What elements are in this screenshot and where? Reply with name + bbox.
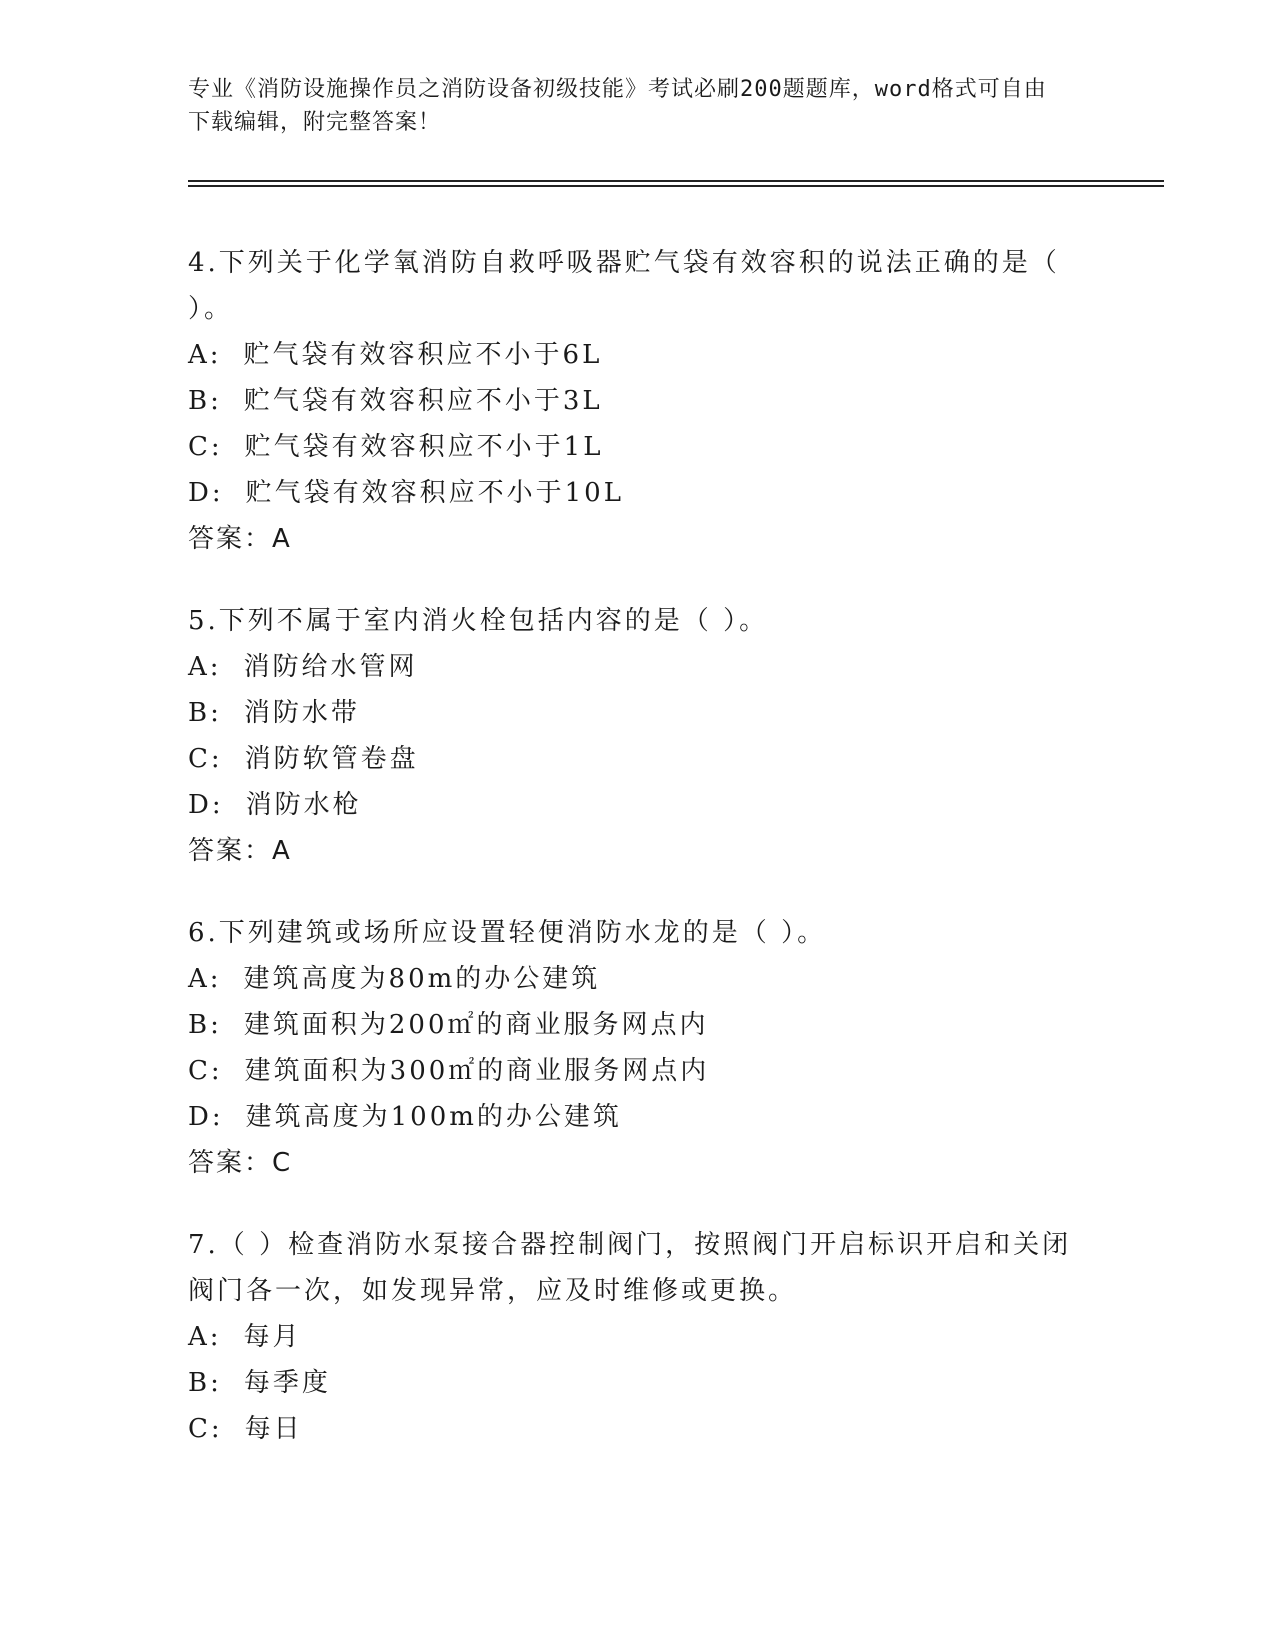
option-text: 贮气袋有效容积应不小于1L — [244, 432, 604, 462]
option-text: 建筑面积为200㎡的商业服务网点内 — [243, 1010, 709, 1040]
option-text: 贮气袋有效容积应不小于3L — [243, 386, 603, 416]
option-letter: D: — [188, 790, 224, 820]
option-d — [188, 470, 1088, 516]
option-c — [188, 424, 1088, 470]
option-letter: C: — [188, 1414, 223, 1444]
option-text: 每月 — [243, 1322, 302, 1352]
header-divider-top — [188, 180, 1164, 182]
option-text: 建筑高度为80m的办公建筑 — [243, 964, 601, 994]
option-letter: B: — [188, 386, 222, 416]
question-7 — [188, 1222, 1088, 1452]
option-text: 贮气袋有效容积应不小于10L — [245, 478, 624, 508]
option-text: 每日 — [244, 1414, 303, 1444]
option-letter: B: — [188, 1010, 222, 1040]
option-a — [188, 332, 1088, 378]
option-text: 每季度 — [243, 1368, 331, 1398]
answer: 答案：A — [188, 524, 292, 554]
option-d — [188, 782, 1088, 828]
question-6 — [188, 910, 1088, 1186]
option-text: 消防给水管网 — [243, 652, 418, 682]
option-letter: A: — [188, 1322, 222, 1352]
option-c — [188, 1048, 1088, 1094]
option-a — [188, 956, 1088, 1002]
document-header: 专业《消防设施操作员之消防设备初级技能》考试必刷200题题库，word格式可自由下载编辑，附完整答案！ — [188, 77, 1047, 135]
option-letter: C: — [188, 432, 223, 462]
question-4 — [188, 240, 1088, 562]
answer: 答案：A — [188, 836, 292, 866]
option-text: 建筑面积为300㎡的商业服务网点内 — [244, 1056, 710, 1086]
option-letter: B: — [188, 1368, 222, 1398]
option-letter: D: — [188, 478, 224, 508]
option-text: 建筑高度为100m的办公建筑 — [245, 1102, 622, 1132]
option-a — [188, 644, 1088, 690]
question-text: 4.下列关于化学氧消防自救呼吸器贮气袋有效容积的说法正确的是（ ）。 — [188, 248, 1060, 324]
option-c — [188, 736, 1088, 782]
option-letter: D: — [188, 1102, 224, 1132]
option-b — [188, 1002, 1088, 1048]
option-d — [188, 1094, 1088, 1140]
header-divider-bottom — [188, 185, 1164, 187]
option-letter: C: — [188, 744, 223, 774]
option-c — [188, 1406, 1088, 1452]
option-text: 贮气袋有效容积应不小于6L — [243, 340, 603, 370]
option-letter: A: — [188, 964, 222, 994]
option-text: 消防水带 — [243, 698, 360, 728]
option-b — [188, 378, 1088, 424]
question-list — [188, 240, 1088, 1488]
option-a — [188, 1314, 1088, 1360]
option-b — [188, 1360, 1088, 1406]
option-letter: C: — [188, 1056, 223, 1086]
option-b — [188, 690, 1088, 736]
question-5 — [188, 598, 1088, 874]
option-letter: A: — [188, 652, 222, 682]
option-text: 消防软管卷盘 — [244, 744, 419, 774]
answer: 答案：C — [188, 1148, 293, 1178]
question-text: 5.下列不属于室内消火栓包括内容的是（ ）。 — [188, 606, 769, 636]
question-text: 7.（ ）检查消防水泵接合器控制阀门，按照阀门开启标识开启和关闭阀门各一次，如发现异常，应及时维修或更换。 — [188, 1230, 1072, 1306]
option-text: 消防水枪 — [245, 790, 362, 820]
option-letter: A: — [188, 340, 222, 370]
option-letter: B: — [188, 698, 222, 728]
question-text: 6.下列建筑或场所应设置轻便消防水龙的是（ ）。 — [188, 918, 827, 948]
